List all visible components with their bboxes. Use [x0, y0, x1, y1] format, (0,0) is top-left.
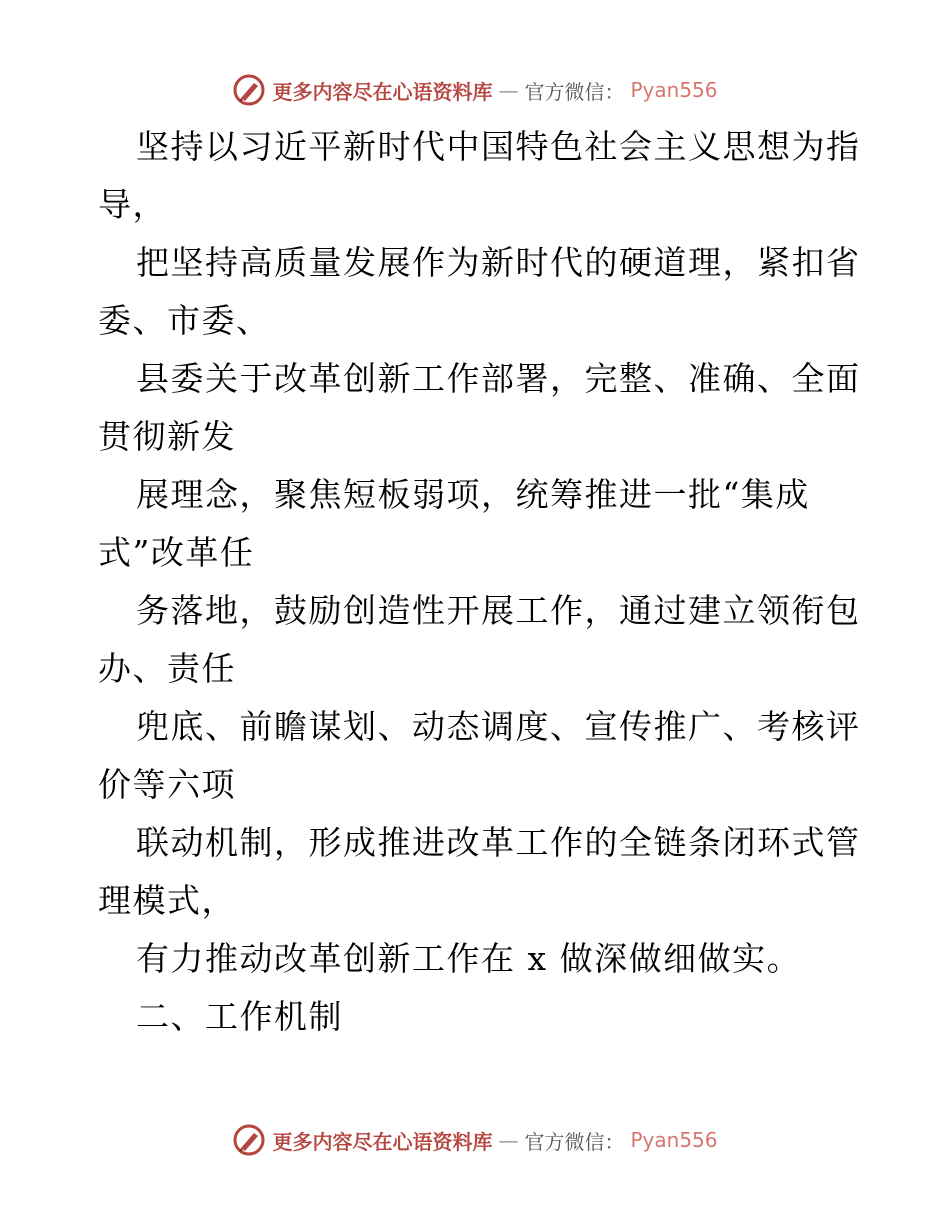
text-line: 务落地，鼓励创造性开展工作，通过建立领衔包 [136, 591, 861, 630]
text-line: 导， [98, 185, 167, 224]
text-line: 县委关于改革创新工作部署，完整、准确、全面 [136, 359, 861, 398]
text-line: 理模式， [98, 881, 236, 920]
footer-watermark [0, 1120, 950, 1160]
text-line: 贯彻新发 [98, 417, 236, 456]
header-watermark [0, 70, 950, 110]
text-line: 有力推动改革创新工作在 x 做深做细做实。 [136, 939, 802, 978]
text-line: 联动机制，形成推进改革工作的全链条闭环式管 [136, 823, 861, 862]
pen-logo-icon [232, 73, 266, 107]
watermark-dash: — [498, 1128, 519, 1152]
watermark-name: 更多内容尽在心语资料库 [272, 1129, 493, 1154]
text-line: 价等六项 [98, 765, 236, 804]
text-line: 展理念，聚焦短板弱项，统筹推进一批“集成 [136, 475, 810, 514]
watermark-name: 更多内容尽在心语资料库 [272, 79, 493, 104]
text-line: 兜底、前瞻谋划、动态调度、宣传推广、考核评 [136, 707, 861, 746]
text-line: 把坚持高质量发展作为新时代的硬道理，紧扣省 [136, 243, 861, 282]
text-line: 委、市委、 [98, 301, 271, 340]
text-line: 坚持以习近平新时代中国特色社会主义思想为指 [136, 127, 861, 166]
watermark-dash: — [498, 78, 519, 102]
document-body [98, 118, 861, 1046]
watermark-contact-label: 官方微信： [524, 1129, 625, 1154]
watermark-contact-id: Pyan556 [630, 1128, 718, 1152]
watermark-contact-label: 官方微信： [524, 79, 625, 104]
text-line: 办、责任 [98, 649, 236, 688]
text-line: 式”改革任 [98, 533, 255, 572]
pen-logo-icon [232, 1123, 266, 1157]
watermark-contact-id: Pyan556 [630, 78, 718, 102]
section-heading: 二、工作机制 [136, 997, 343, 1036]
